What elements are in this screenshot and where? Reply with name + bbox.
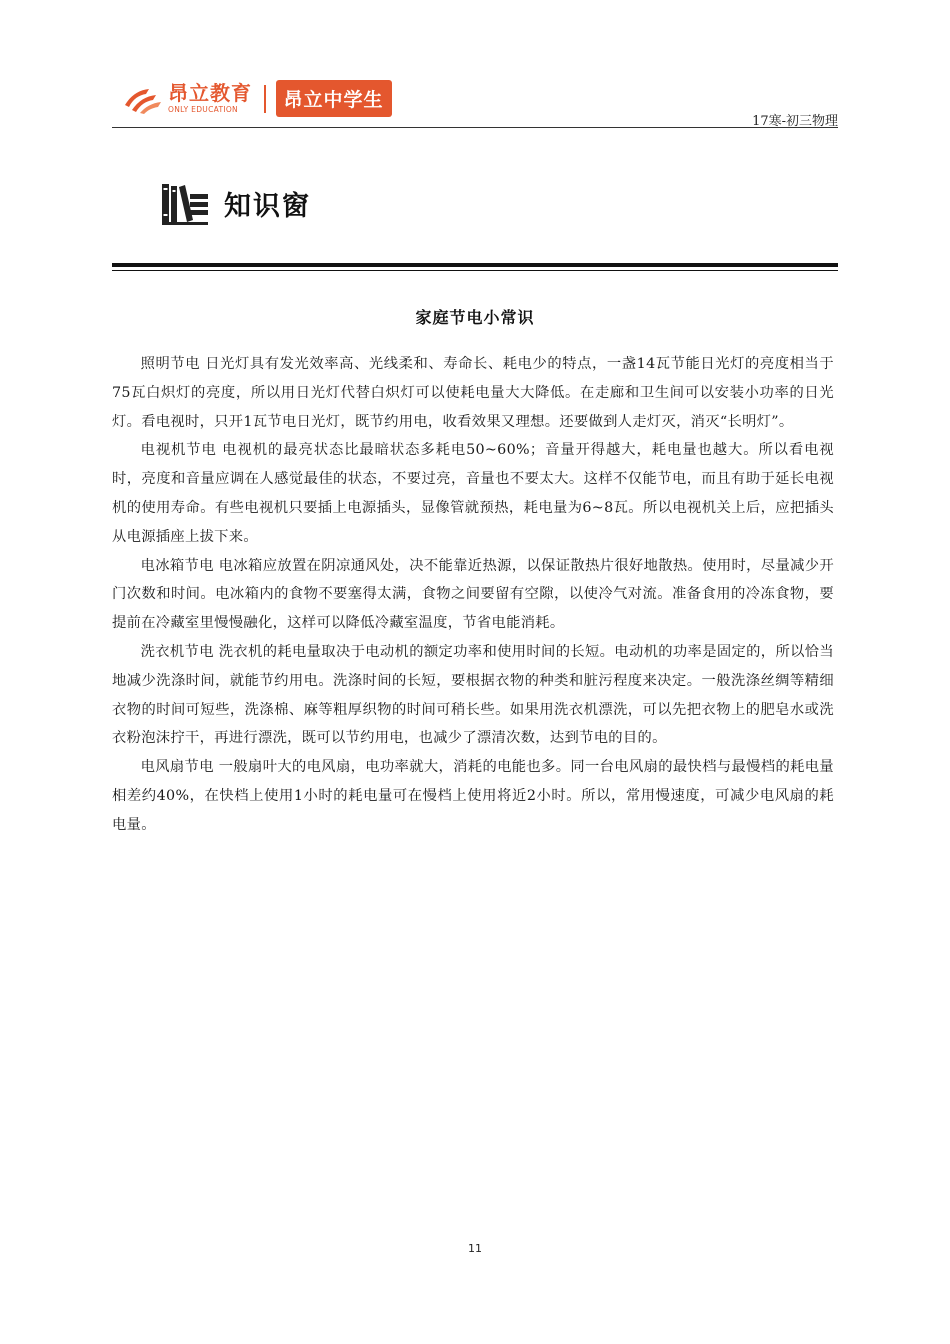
page-number: 11 — [468, 1242, 482, 1255]
brand-logo — [122, 80, 392, 117]
course-label: 17寒-初三物理 — [752, 114, 838, 129]
logo-mark-icon — [122, 83, 164, 115]
paragraph-refrigerator: 电冰箱节电 电冰箱应放置在阴凉通风处，决不能靠近热源，以保证散热片很好地散热。使用时，尽量减少开门次数和时间。电冰箱内的食物不要塞得太满，食物之间要留有空隙，以使冷气对流。准备食用的冷冻食物，要提前在冷藏室里慢慢融化，这样可以降低冷藏室温度，节省电能消耗。 — [112, 557, 834, 632]
logo-divider — [264, 85, 266, 113]
section-title: 知识窗 — [224, 190, 311, 222]
paragraph-lighting: 照明节电 日光灯具有发光效率高、光线柔和、寿命长、耗电少的特点，一盏14瓦节能日光灯的亮度相当于75瓦白炽灯的亮度，所以用日光灯代替白炽灯可以使耗电量大大降低。在走廊和卫生间可以安装小功率的日光灯。看电视时，只开1瓦节电日光灯，既节约用电，收看效果又理想。还要做到人走灯灭，消灭“长明灯”。 — [112, 356, 834, 430]
program-badge: 昂立中学生 — [276, 80, 392, 117]
article-title: 家庭节电小常识 — [415, 308, 535, 327]
section-rule-thin — [112, 270, 838, 271]
brand-name: 昂立教育 — [168, 81, 252, 106]
paragraph-electric-fan: 电风扇节电 一般扇叶大的电风扇，电功率就大，消耗的电能也多。同一台电风扇的最快档与最慢档的耗电量相差约40%，在快档上使用1小时的耗电量可在慢档上使用将近2小时。所以，常用慢速度，可减少电风扇的耗电量。 — [112, 759, 834, 833]
header-divider — [112, 127, 838, 128]
page-header — [112, 72, 838, 128]
books-icon — [160, 180, 210, 226]
section-heading — [160, 180, 311, 226]
paragraph-washing-machine: 洗衣机节电 洗衣机的耗电量取决于电动机的额定功率和使用时间的长短。电动机的功率是固定的，所以恰当地减少洗涤时间，就能节约用电。洗涤时间的长短，要根据衣物的种类和脏污程度来决定。一般洗涤丝绸等精细衣物的时间可短些，洗涤棉、麻等粗厚织物的时间可稍长些。如果用洗衣机漂洗，可以先把衣物上的肥皂水或洗衣粉泡沫拧干，再进行漂洗，既可以节约用电，也减少了漂清次数，达到节电的目的。 — [112, 643, 834, 747]
article-body — [112, 350, 834, 840]
paragraph-television: 电视机节电 电视机的最亮状态比最暗状态多耗电50~60%；音量开得越大，耗电量也越大。所以看电视时，亮度和音量应调在人感觉最佳的状态，不要过亮，音量也不要太大。这样不仅能节电，而且有助于延长电视机的使用寿命。有些电视机只要插上电源插头，显像管就预热，耗电量为6~8瓦。所以电视机关上后，应把插头从电源插座上拔下来。 — [112, 442, 834, 545]
brand-english: ONLY EDUCATION — [168, 105, 238, 115]
logo-text — [168, 83, 252, 114]
section-rule-thick — [112, 263, 838, 267]
